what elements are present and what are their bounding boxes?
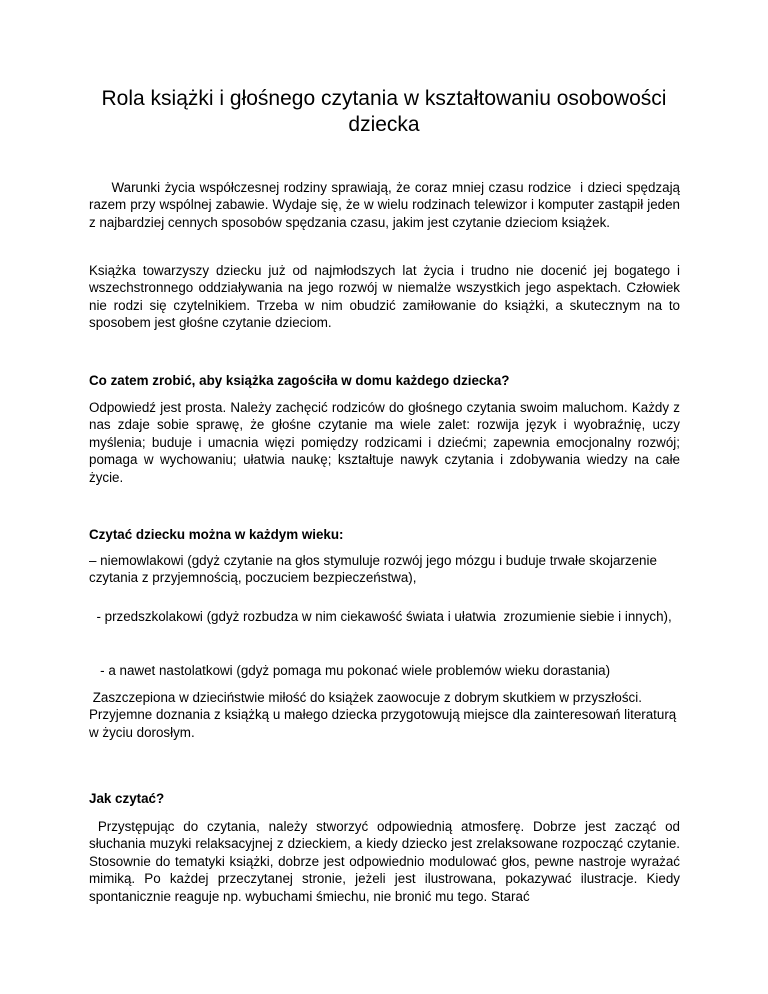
book-role-paragraph: Książka towarzyszy dziecku już od najmłodszych lat życia i trudno nie docenić jej bogatego i wszechstronnego oddziaływania na jego rozwój w niemalże wszystkich jego aspektach. Człowiek nie rodzi się czytelnikiem. Trzeba w nim obudzić zamiłowanie do książki, a skutecznym na to sposobem jest głośne czytanie dzieciom. — [89, 263, 680, 331]
how-to-read-paragraph: Przystępując do czytania, należy stworzyć odpowiednią atmosferę. Dobrze jest zacząć od słuchania muzyki relaksacyjnej z dzieckiem, a kiedy dziecko jest zrelaksowane rozpocząć czytanie. Stosownie do tematyki książki, dobrze jest odpowiednio modulować głos, pewne nastroje wyrażać mimiką. Po każdej przeczytanej stronie, jeżeli jest ilustrowana, pokazywać ilustracje. Kiedy spontanicznie reaguje np. wybuchami śmiechu, nie bronić mu tego. Starać — [89, 819, 684, 904]
section-heading-how-to-read: Jak czytać? — [89, 791, 165, 806]
list-item-preschooler: - przedszkolakowi (gdyż rozbudza w nim ciekawość świata i ułatwia zrozumienie siebie i innych), — [89, 609, 672, 624]
answer-paragraph: Odpowiedź jest prosta. Należy zachęcić rodziców do głośnego czytania swoim maluchom. Każdy z nas zdaje sobie sprawę, że głośne czytanie ma wiele zalet: rozwija język i wyobraźnię, uczy myślenia; buduje i umacnia więzi pomiędzy rodzicami i dziećmi; zapewnia emocjonalny rozwój; pomaga w wychowaniu; ułatwia naukę; kształtuje nawyk czytania i zdobywania wiedzy na całe życie. — [89, 400, 680, 485]
list-item-teenager: - a nawet nastolatkowi (gdyż pomaga mu pokonać wiele problemów wieku dorastania) — [89, 663, 611, 678]
document-title: Rola książki i głośnego czytania w kształtowaniu osobowości dziecka — [101, 87, 667, 136]
section-heading-what-to-do: Co zatem zrobić, aby książka zagościła w domu każdego dziecka? — [89, 373, 510, 388]
love-of-books-paragraph: Zaszczepiona w dzieciństwie miłość do książek zaowocuje z dobrym skutkiem w przyszłości. Przyjemne doznania z książką u małego dziecka przygotowują miejsce dla zainteresowań literaturą w życiu dorosłym. — [89, 690, 680, 740]
intro-paragraph: Warunki życia współczesnej rodziny sprawiają, że coraz mniej czasu rodzice i dzieci spędzają razem przy wspólnej zabawie. Wydaje się, że w wielu rodzinach telewizor i komputer zastąpił jeden z najbardziej cennych sposobów spędzania czasu, jakim jest czytanie dzieciom książek. — [89, 180, 684, 230]
section-heading-every-age: Czytać dziecku można w każdym wieku: — [89, 527, 344, 542]
list-item-infant: – niemowlakowi (gdyż czytanie na głos stymuluje rozwój jego mózgu i buduje trwałe skojarzenie czytania z przyjemnością, poczuciem bezpieczeństwa), — [89, 553, 657, 586]
